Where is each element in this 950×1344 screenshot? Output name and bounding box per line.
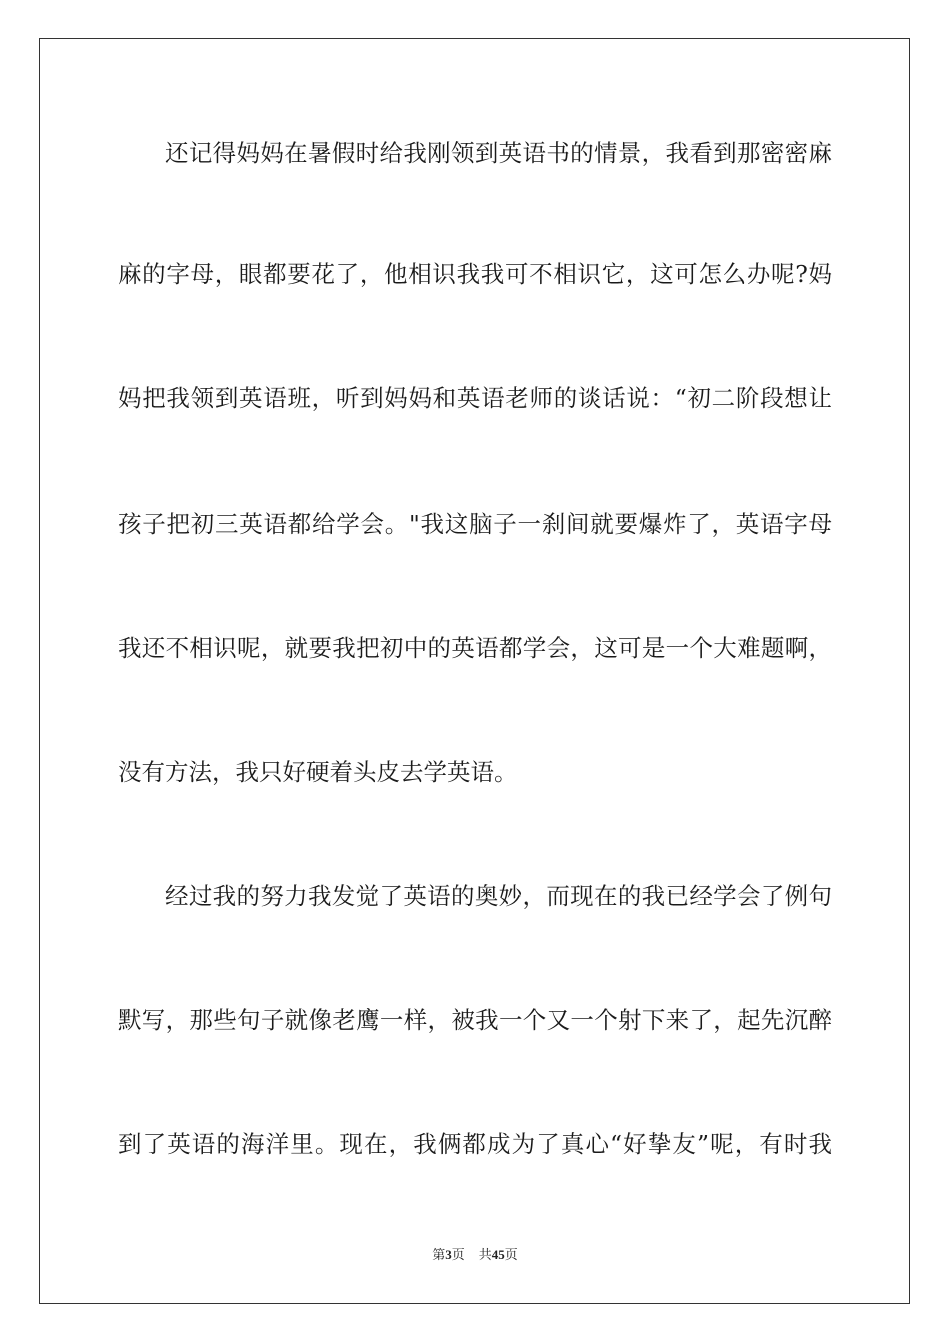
page-footer [0,1246,950,1265]
total-pages: 45 [491,1247,505,1262]
paragraph-1-line-5: 我还不相识呢，就要我把初中的英语都学会，这可是一个大难题啊， [118,634,832,662]
paragraph-1-line-6: 没有方法，我只好硬着头皮去学英语。 [118,758,518,786]
paragraph-1-line-3: 妈把我领到英语班，听到妈妈和英语老师的谈话说：“初二阶段想让 [118,384,832,412]
page-number: 3 [445,1247,452,1262]
page-border [39,38,910,1304]
paragraph-2-line-2: 默写，那些句子就像老鹰一样，被我一个又一个射下来了，起先沉醉 [118,1006,832,1034]
paragraph-1-line-2: 麻的字母，眼都要花了，他相识我我可不相识它，这可怎么办呢?妈 [118,260,832,288]
paragraph-2-line-1: 经过我的努力我发觉了英语的奥妙，而现在的我已经学会了例句 [165,882,832,910]
page-prefix: 第 [432,1248,446,1263]
total-suffix: 页 [504,1248,518,1263]
page-suffix: 页 [451,1248,465,1263]
paragraph-2-line-3: 到了英语的海洋里。现在，我俩都成为了真心“好挚友”呢，有时我 [118,1130,832,1158]
total-prefix: 共 [478,1248,492,1263]
paragraph-1-line-4: 孩子把初三英语都给学会。"我这脑子一刹间就要爆炸了，英语字母 [118,510,832,538]
paragraph-1-line-1: 还记得妈妈在暑假时给我刚领到英语书的情景，我看到那密密麻 [165,139,832,167]
